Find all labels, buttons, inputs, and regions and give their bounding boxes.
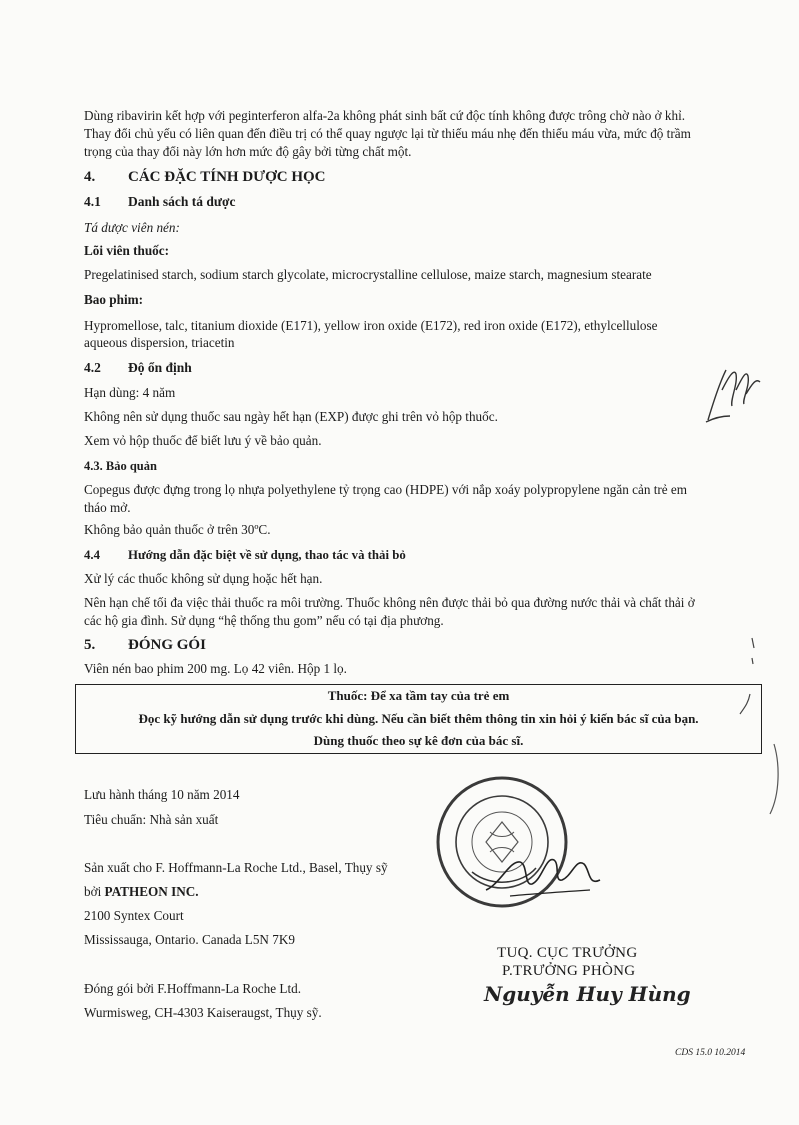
core-label: Lõi viên thuốc: [84,243,169,258]
section-4-4-heading [84,546,406,564]
manufacturer-line [84,883,199,901]
storage-temperature: Không bảo quản thuốc ở trên 30ºC. [84,522,271,537]
coating-text-2: aqueous dispersion, triacetin [84,335,235,350]
section-4-1-heading [84,193,235,211]
warning-box [75,684,762,754]
circulation-date: Lưu hành tháng 10 năm 2014 [84,787,240,802]
intro-line-2: Thay đổi chủ yếu có liên quan đến điều trị có thể quay ngược lại từ thiếu máu nhẹ đến thiếu máu vừa, mức độ trầm [84,126,691,141]
disposal-line-1: Xử lý các thuốc không sử dụng hoặc hết hạn. [84,571,323,586]
address-line-1: 2100 Syntex Court [84,908,184,923]
quality-standard: Tiêu chuẩn: Nhà sản xuất [84,812,219,827]
manufacturer-name: PATHEON INC. [104,884,199,899]
core-text: Pregelatinised starch, sodium starch glycolate, microcrystalline cellulose, maize starch, magnesium stearate [84,267,652,282]
warning-line-3: Dùng thuốc theo sự kê đơn của bác sĩ. [313,733,524,748]
disposal-line-3: các hộ gia đình. Sử dụng “hệ thống thu gom” nếu có tại địa phương. [84,613,444,628]
storage-reference: Xem vỏ hộp thuốc để biết lưu ý về bảo quản. [84,433,322,448]
section-4-heading [84,167,326,187]
section-4-2-heading [84,359,192,377]
document-code: CDS 15.0 10.2014 [675,1048,746,1058]
intro-line-1: Dùng ribavirin kết hợp với peginterferon alfa-2a không phát sinh bất cứ độc tính không được trông chờ nào ở khỉ. [84,108,686,123]
container-text-2: tháo mở. [84,500,131,515]
section-4-1-title: Danh sách tá dược [128,194,236,209]
section-5-heading [84,635,206,655]
expiry-note: Không nên sử dụng thuốc sau ngày hết hạn (EXP) được ghi trên vỏ hộp thuốc. [84,409,498,424]
section-4-title: CÁC ĐẶC TÍNH DƯỢC HỌC [128,169,326,185]
coating-text-1: Hypromellose, talc, titanium dioxide (E171), yellow iron oxide (E172), red iron oxide (E172), ethylcellulose [84,318,658,333]
packaging-text: Viên nén bao phim 200 mg. Lọ 42 viên. Hộp 1 lọ. [84,661,347,676]
packed-by: Đóng gói bởi F.Hoffmann-La Roche Ltd. [84,981,302,996]
section-4-number: 4. [84,169,96,185]
section-4-3-heading: 4.3. Bảo quản [84,459,157,473]
signatory-name: Nguyễn Huy Hùng [484,982,691,1006]
by-prefix: bởi [84,884,105,899]
section-4-1-number: 4.1 [84,194,101,209]
section-5-number: 5. [84,637,96,653]
section-4-4-title: Hướng dẫn đặc biệt về sử dụng, thao tác và thải bỏ [128,548,406,562]
manufactured-for: Sản xuất cho F. Hoffmann-La Roche Ltd., Basel, Thụy sỹ [84,860,388,875]
margin-marks [730,634,780,834]
signatory-title-1: TUQ. CỤC TRƯỞNG [497,945,638,961]
container-text-1: Copegus được đựng trong lọ nhựa polyethylene tỷ trọng cao (HDPE) với nắp xoáy polypropylene ngăn cản trẻ em [84,482,688,497]
address-line-2: Mississauga, Ontario. Canada L5N 7K9 [84,932,295,947]
packed-address: Wurmisweg, CH-4303 Kaiseraugst, Thụy sỹ. [84,1005,322,1020]
excipients-subtitle: Tá dược viên nén: [84,220,180,235]
warning-line-2: Đọc kỹ hướng dẫn sử dụng trước khi dùng. Nếu cần biết thêm thông tin xin hỏi ý kiến bác sĩ của bạn. [138,711,699,726]
initials-signature [700,360,770,430]
handwritten-signature [480,840,610,910]
shelf-life: Hạn dùng: 4 năm [84,385,176,400]
intro-line-3: trọng của thay đổi này lớn hơn mức độ gây bởi từng chất một. [84,144,412,159]
coating-label: Bao phim: [84,292,143,307]
warning-line-1: Thuốc: Để xa tầm tay của trẻ em [327,688,510,703]
section-5-title: ĐÓNG GÓI [128,637,206,653]
section-4-2-number: 4.2 [84,360,101,375]
signatory-title-2: P.TRƯỞNG PHÒNG [502,963,636,979]
disposal-line-2: Nên hạn chế tối đa việc thải thuốc ra môi trường. Thuốc không nên được thải bỏ qua đường nước thải và chất thải ở [84,595,695,610]
section-4-4-number: 4.4 [84,548,100,562]
section-4-2-title: Độ ổn định [128,360,192,375]
